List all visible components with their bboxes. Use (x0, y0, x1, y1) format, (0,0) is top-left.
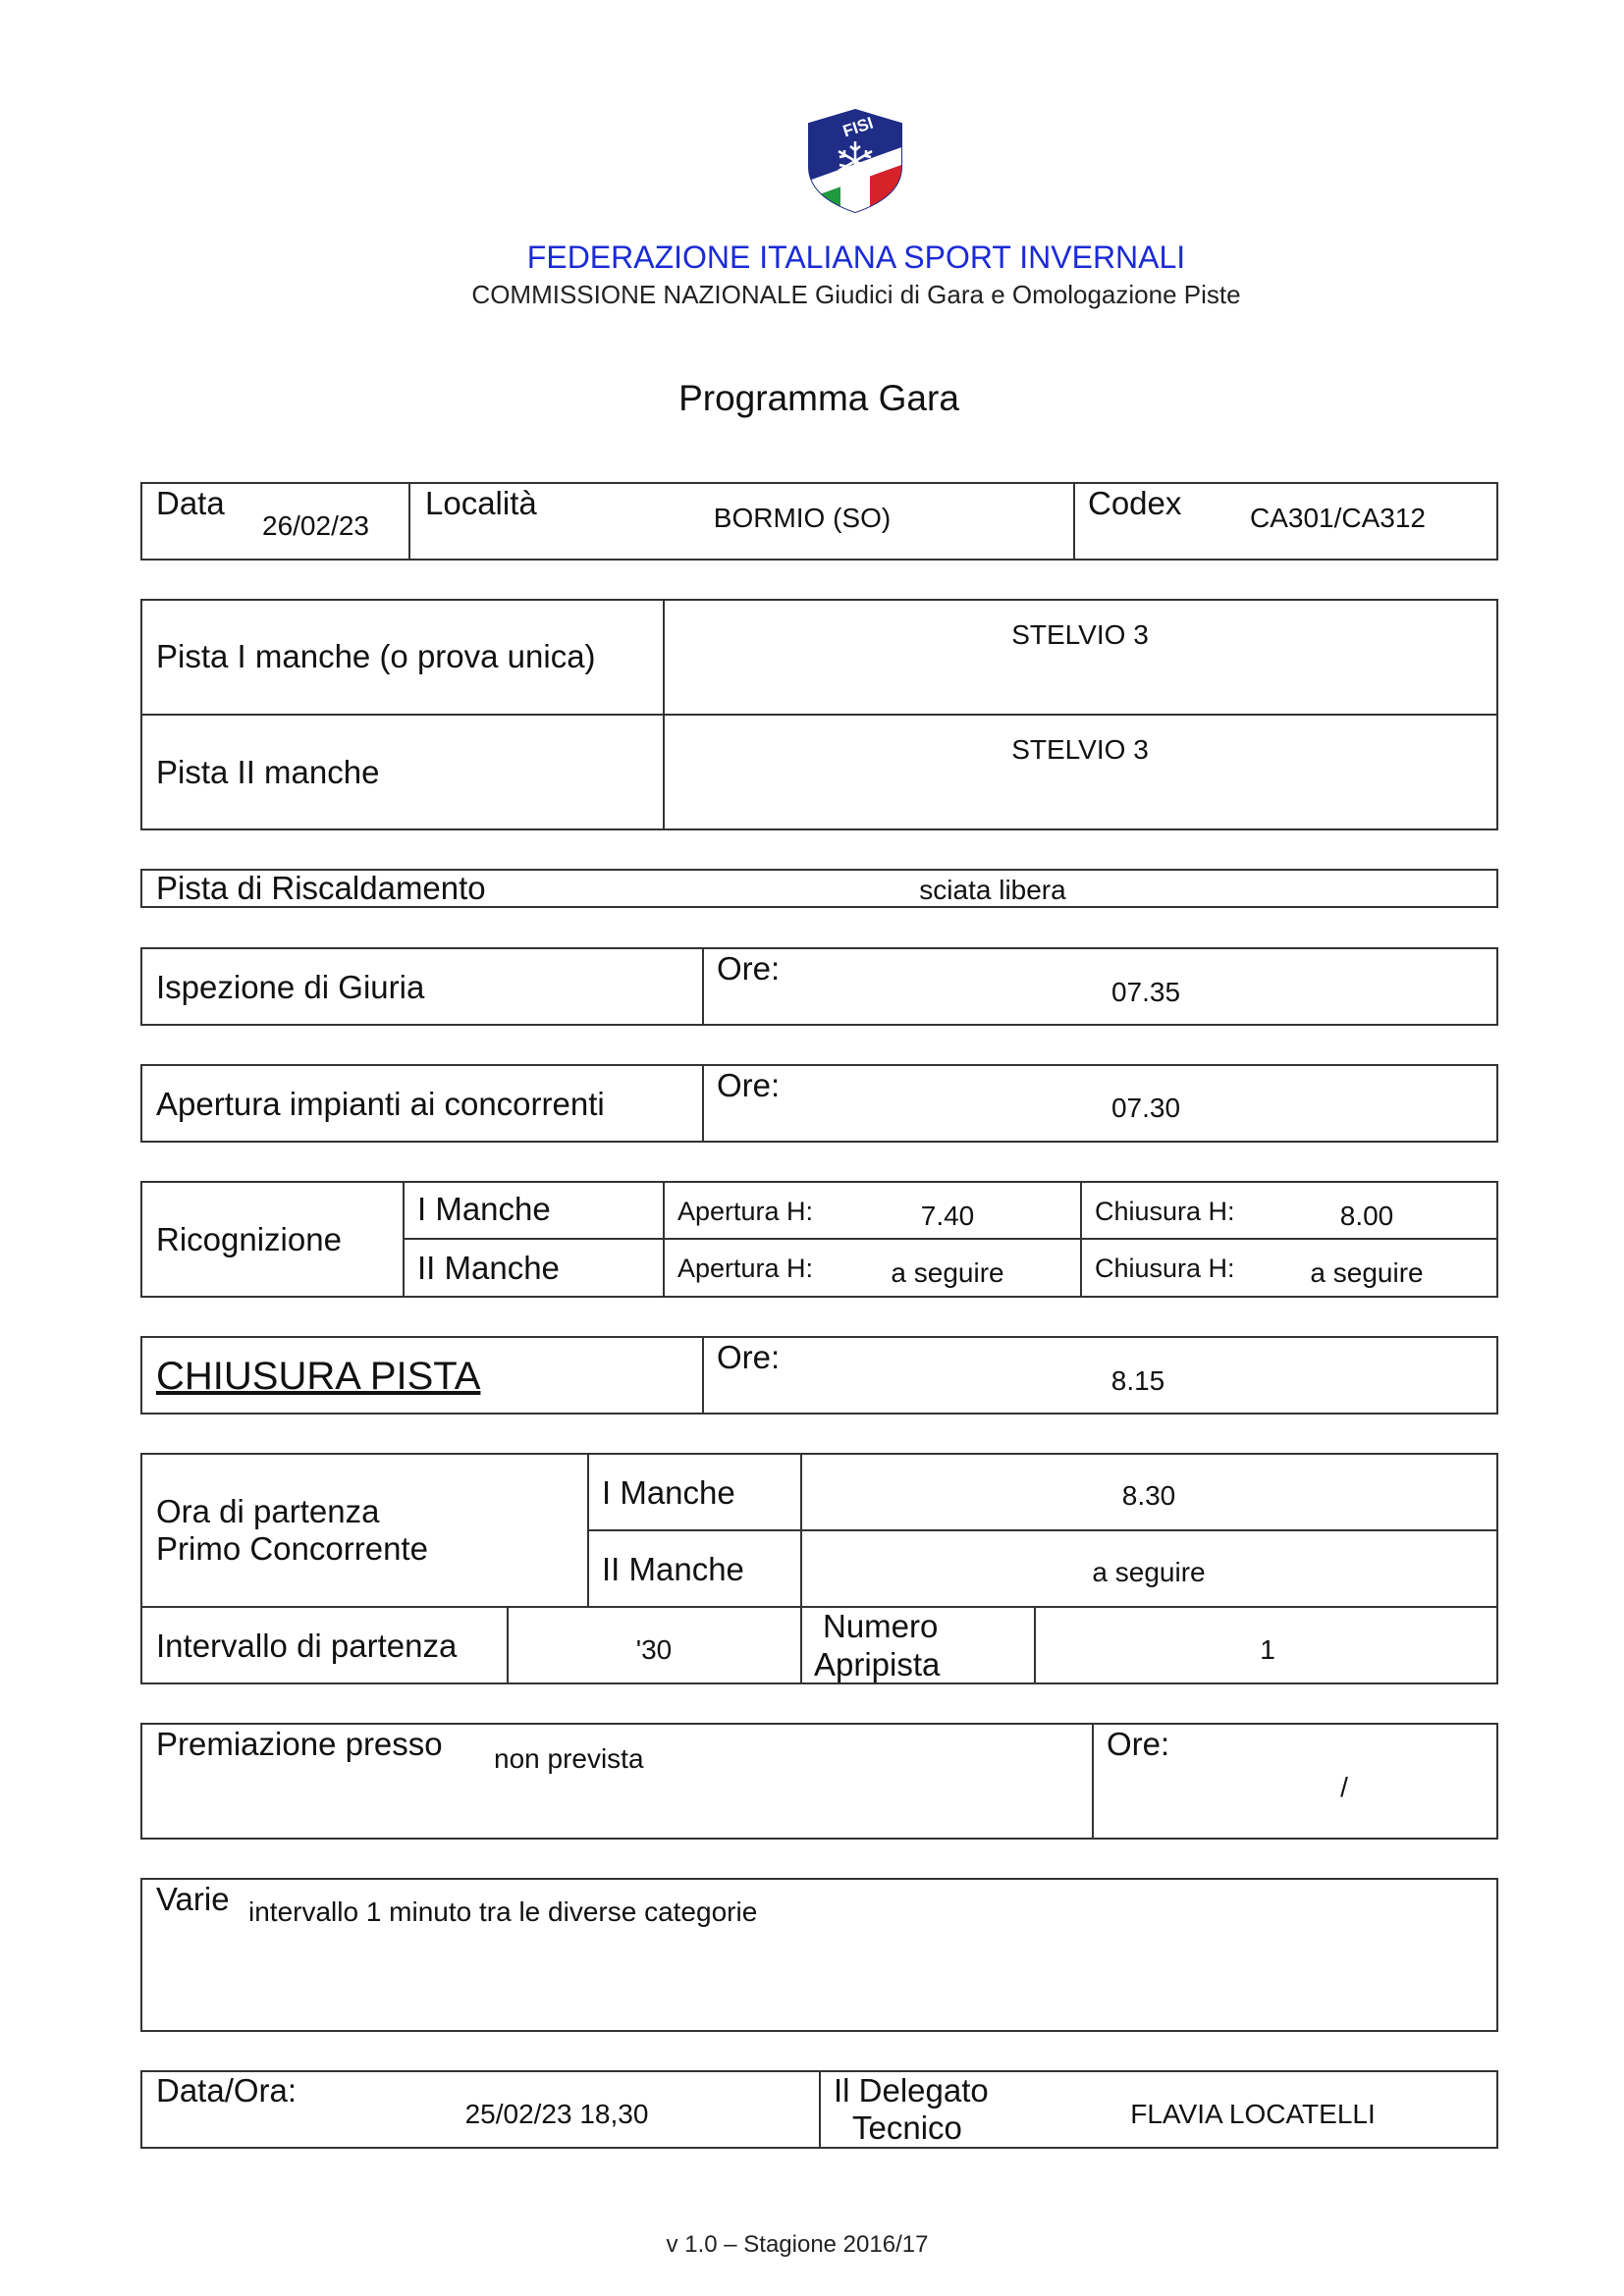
pista2-value: STELVIO 3 (1011, 734, 1149, 765)
premiazione-value: non prevista (494, 1743, 644, 1774)
premiazione-ore-value: / (1340, 1772, 1348, 1802)
intervallo-label: Intervallo di partenza (156, 1628, 458, 1664)
ispezione-ore-label: Ore: (717, 950, 781, 987)
pista1-value: STELVIO 3 (1011, 619, 1149, 650)
pista2-label: Pista II manche (156, 754, 380, 790)
chiusura-pista-label: CHIUSURA PISTA (156, 1355, 481, 1398)
codex-label: Codex (1088, 485, 1182, 521)
codex-value: CA301/CA312 (1250, 503, 1427, 533)
apertura-impianti-ore-label: Ore: (717, 1067, 781, 1103)
ricognizione-m1-label: I Manche (417, 1191, 551, 1227)
premiazione-ore-label: Ore: (1107, 1726, 1170, 1762)
partenza-m1-value: 8.30 (1121, 1480, 1176, 1511)
partenza-m2-label: II Manche (602, 1551, 744, 1587)
ispezione-label: Ispezione di Giuria (156, 969, 425, 1005)
apertura-impianti-label: Apertura impianti ai concorrenti (156, 1086, 605, 1122)
partenza-label-line1: Ora di partenza (156, 1493, 380, 1529)
partenza-m1-label: I Manche (602, 1474, 735, 1511)
m1-chiusura-value: 8.00 (1339, 1201, 1394, 1231)
delegato-value: FLAVIA LOCATELLI (1130, 2099, 1376, 2129)
apripista-label-line2: Apripista (814, 1646, 941, 1682)
data-value: 26/02/23 (262, 510, 369, 541)
data-ora-value: 25/02/23 18,30 (464, 2099, 649, 2129)
ricognizione-m2-label: II Manche (417, 1250, 560, 1286)
m1-apertura-label: Apertura H: (677, 1197, 814, 1226)
chiusura-pista-value: 8.15 (1110, 1365, 1165, 1396)
partenza-label-line2: Primo Concorrente (156, 1530, 428, 1567)
localita-value: BORMIO (SO) (713, 503, 892, 533)
partenza-m2-value: a seguire (1092, 1557, 1206, 1587)
m2-apertura-value: a seguire (891, 1257, 1004, 1288)
intervallo-value: '30 (635, 1634, 673, 1665)
logo-text: FISI (840, 113, 876, 141)
fisi-logo (803, 106, 907, 216)
page-title: Programma Gara (678, 378, 959, 418)
riscaldamento-value: sciata libera (919, 875, 1066, 905)
delegato-label-line1: Il Delegato (834, 2072, 989, 2109)
delegato-label-line2: Tecnico (852, 2109, 962, 2146)
varie-value: intervallo 1 minuto tra le diverse categorie (248, 1896, 758, 1927)
data-ora-label: Data/Ora: (156, 2072, 298, 2109)
pista1-label: Pista I manche (o prova unica) (156, 638, 596, 674)
m2-chiusura-label: Chiusura H: (1095, 1254, 1235, 1283)
m2-chiusura-value: a seguire (1310, 1257, 1424, 1288)
chiusura-pista-ore-label: Ore: (717, 1339, 781, 1375)
m2-apertura-label: Apertura H: (677, 1254, 814, 1283)
apripista-value: 1 (1260, 1634, 1275, 1665)
premiazione-label: Premiazione presso (156, 1726, 443, 1762)
version-footer: v 1.0 – Stagione 2016/17 (666, 2231, 929, 2258)
ricognizione-label: Ricognizione (156, 1221, 342, 1257)
riscaldamento-label: Pista di Riscaldamento (156, 870, 486, 906)
varie-label: Varie (156, 1881, 230, 1917)
commission-name: COMMISSIONE NAZIONALE Giudici di Gara e Omologazione Piste (471, 280, 1241, 309)
apertura-impianti-value: 07.30 (1110, 1093, 1181, 1123)
m1-apertura-value: 7.40 (920, 1201, 975, 1231)
apripista-label-line1: Numero (823, 1608, 939, 1644)
org-name: FEDERAZIONE ITALIANA SPORT INVERNALI (526, 240, 1186, 275)
localita-label: Località (425, 485, 537, 521)
ispezione-value: 07.35 (1110, 977, 1181, 1007)
m1-chiusura-label: Chiusura H: (1095, 1197, 1235, 1226)
data-label: Data (156, 485, 225, 521)
